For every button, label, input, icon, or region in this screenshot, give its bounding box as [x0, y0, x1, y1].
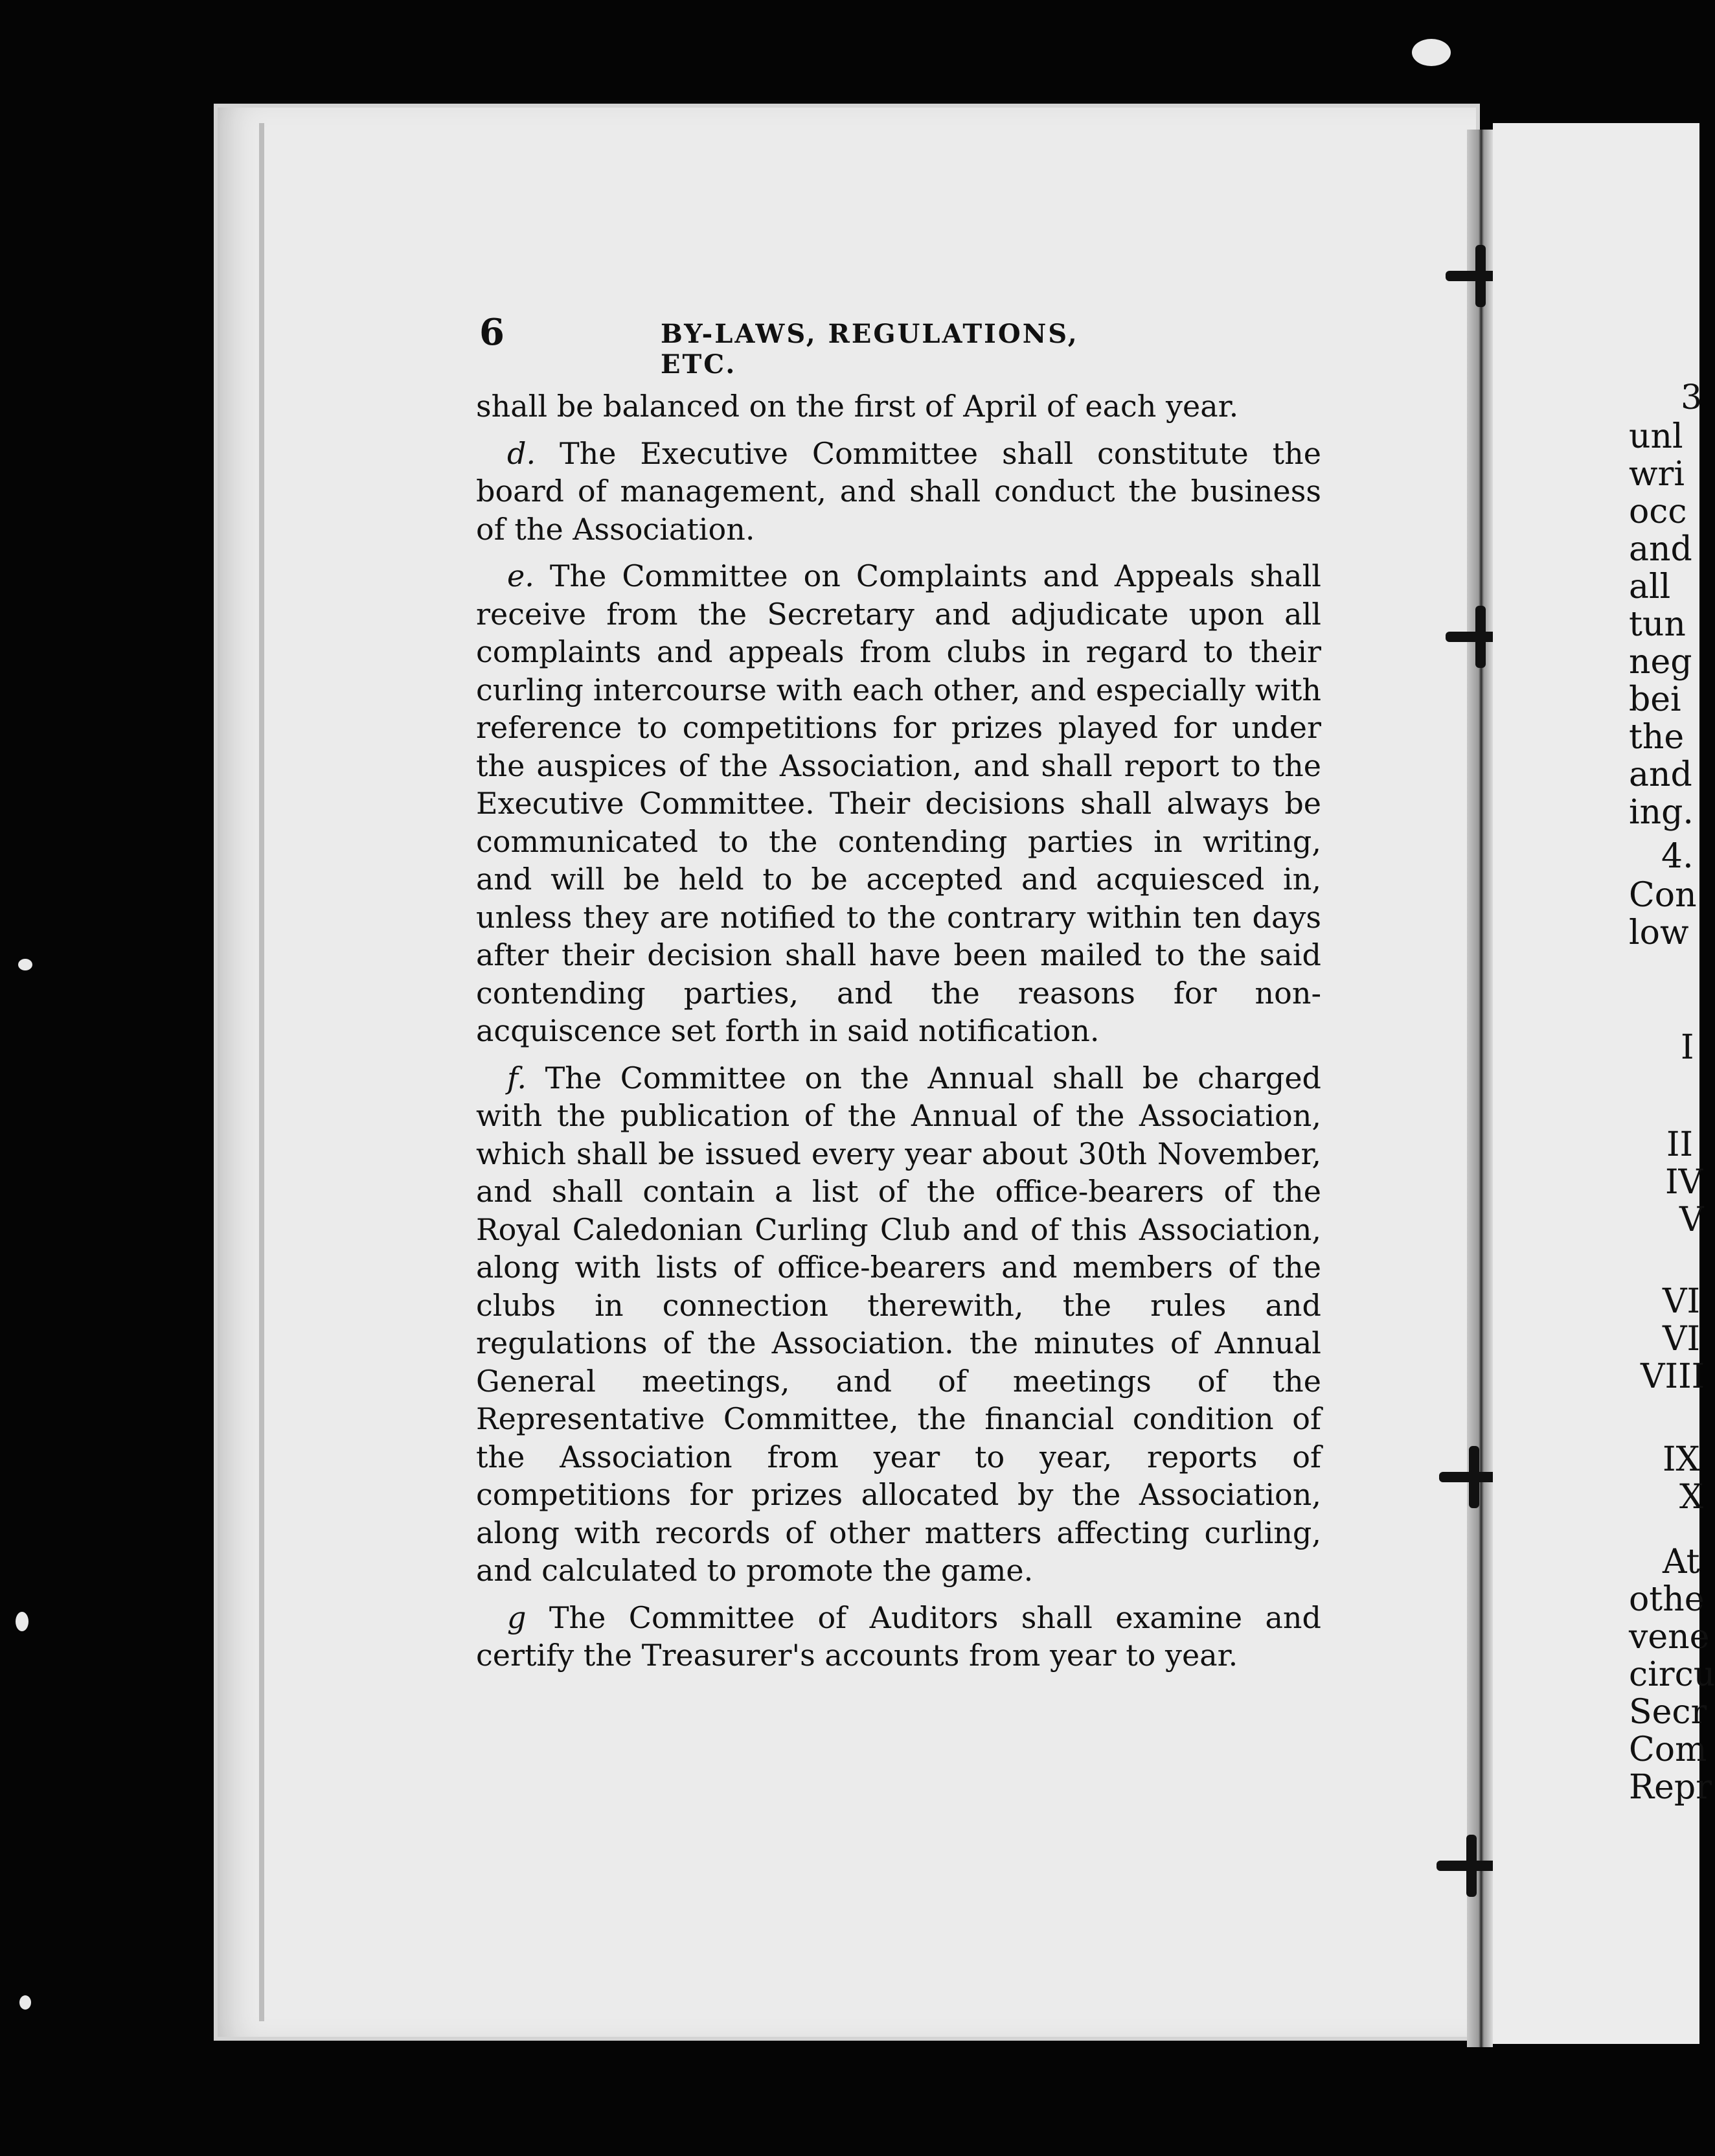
body-text	[476, 387, 1321, 1684]
right-page-fragment: all	[1629, 568, 1671, 606]
paragraph-letter: g	[507, 1600, 527, 1635]
right-page-fragment: Repr	[1629, 1768, 1712, 1807]
right-page-partial	[1493, 123, 1715, 2044]
right-page-fragment: At	[1663, 1542, 1700, 1581]
right-page-fragment: unl	[1629, 417, 1683, 456]
right-page-fragment: I	[1681, 1028, 1694, 1067]
right-page-fragment: IX	[1663, 1440, 1700, 1479]
paragraph-letter: e.	[507, 558, 534, 593]
right-page-fragment: circu	[1629, 1655, 1715, 1694]
right-page-fragment: and	[1629, 755, 1692, 794]
running-head: BY-LAWS, REGULATIONS, ETC.	[661, 319, 1079, 380]
paragraph-f	[476, 1059, 1321, 1590]
right-page-fragment: occ	[1629, 492, 1687, 531]
paragraph-letter: d.	[507, 435, 536, 471]
paragraph-g	[476, 1599, 1321, 1675]
dust-speck	[19, 1995, 31, 2010]
paragraph-c-continuation	[476, 387, 1321, 426]
right-page-fragment: VI	[1663, 1320, 1701, 1359]
right-page-fragment: bei	[1629, 680, 1681, 719]
paragraph-text: The Committee on the Annual shall be charged with the publication of the Annual of the Association, which shall be issued every year about 30th November, and shall contain a list of the office-bearers of the Royal Caledonian Curling Club and of this Association, along with lists of office-bearers and members of the clubs in connection therewith, the rules and regulations of the Association. the minutes of Annual General meetings, and of meetings of the Representative Committee, the financial condition of the Association from year to year, reports of competitions for prizes allocated by the Association, along with records of other matters affecting curling, and calculated to promote the game.	[476, 1060, 1321, 1588]
paragraph-d	[476, 435, 1321, 549]
right-page-fragment: V	[1679, 1200, 1704, 1239]
right-page-fragment: X	[1679, 1478, 1704, 1517]
right-page-fragment: 3	[1681, 378, 1703, 417]
paragraph-text: The Executive Committee shall constitute the board of management, and shall conduct the business of the Association.	[476, 435, 1321, 547]
right-page-fragment: 4.	[1661, 837, 1694, 876]
dust-speck	[18, 959, 32, 970]
paragraph-e	[476, 557, 1321, 1050]
right-page-fragment: othe	[1629, 1580, 1705, 1619]
right-page-fragment: ing.	[1629, 793, 1694, 832]
right-page-fragment: tun	[1629, 605, 1686, 644]
right-page-fragment: Secr	[1629, 1693, 1707, 1732]
right-page-fragment: vene	[1629, 1618, 1710, 1657]
right-page-fragment: II	[1666, 1125, 1694, 1164]
page-number: 6	[479, 311, 505, 354]
right-page-fragment: Con	[1629, 876, 1697, 915]
paragraph-text: The Committee on Complaints and Appeals shall receive from the Secretary and adjudicate upon all complaints and appeals from clubs in regard to their curling intercourse with each other, and especially with reference to competitions for prizes played for under the auspices of the Association, and shall report to the Executive Committee. Their decisions shall always be communicated to the contending parties in writing, and will be held to be accepted and acquiesced in, unless they are notified to the contrary within ten days after their decision shall have been mailed to the said contending parties, and the reasons for non-acquiscence set forth in said notification.	[476, 558, 1321, 1048]
right-page-fragment: VI	[1663, 1282, 1701, 1321]
right-page-fragment: IV	[1665, 1163, 1703, 1202]
right-page-fragment: VIII	[1641, 1357, 1705, 1396]
right-page-fragment: the	[1629, 718, 1685, 757]
right-page-fragment: neg	[1629, 643, 1692, 682]
right-page-fragment: and	[1629, 530, 1692, 569]
paragraph-text: shall be balanced on the first of April of each year.	[476, 389, 1239, 424]
dust-speck	[1412, 39, 1451, 66]
dust-speck	[16, 1612, 28, 1631]
right-page-fragment: low	[1629, 913, 1689, 952]
page-header	[479, 311, 1159, 380]
paragraph-letter: f.	[507, 1060, 527, 1095]
binding-gutter	[1467, 130, 1493, 2047]
right-page-fragment: wri	[1629, 455, 1685, 494]
right-page-fragment: Com	[1629, 1730, 1707, 1769]
paragraph-text: The Committee of Auditors shall examine and certify the Treasurer's accounts from year to year.	[476, 1600, 1321, 1673]
